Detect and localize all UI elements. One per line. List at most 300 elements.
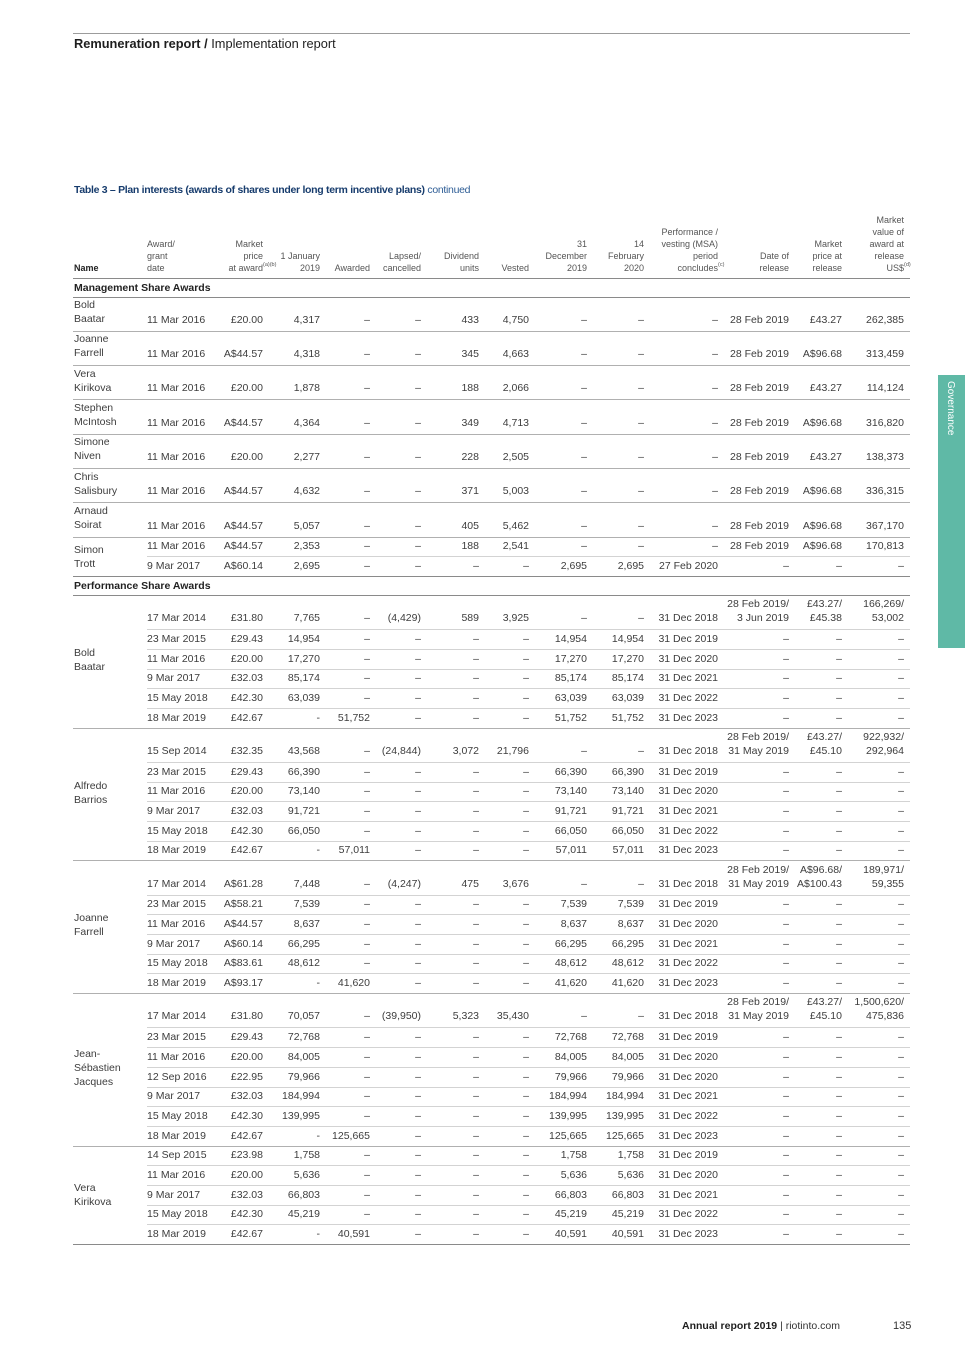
cell-balance-1-jan-2019: 5,636 <box>266 1166 323 1186</box>
table-row <box>73 994 910 1028</box>
holder-name-line: Stephen <box>74 402 114 415</box>
holder-name-line: Joanne <box>74 912 109 925</box>
column-header-line <box>207 238 263 250</box>
cell-period-concludes: – <box>647 537 721 557</box>
cell-vested: 3,676 <box>482 861 532 895</box>
table-row <box>73 366 910 400</box>
cell-balance-31-dec-2019: 66,050 <box>532 822 590 842</box>
cell-balance-14-feb-2020: – <box>590 366 647 400</box>
cell-dividend-units: – <box>424 915 482 935</box>
cell-date-of-release: – <box>721 630 792 650</box>
table-row <box>73 822 910 842</box>
cell-balance-31-dec-2019: – <box>532 537 590 557</box>
cell-balance-1-jan-2019: 91,721 <box>266 802 323 822</box>
cell-lapsed-cancelled: (39,950) <box>373 994 424 1028</box>
holder-name-line: Vera <box>74 1182 96 1195</box>
cell-balance-31-dec-2019: 79,966 <box>532 1067 590 1087</box>
cell-balance-1-jan-2019: - <box>266 1225 323 1245</box>
cell-market-value-at-release: – <box>845 709 910 729</box>
cell-dividend-units: – <box>424 935 482 955</box>
column-header-line <box>373 250 421 262</box>
column-header-text: period <box>692 250 718 261</box>
cell-balance-14-feb-2020: 17,270 <box>590 649 647 669</box>
cell-balance-31-dec-2019: – <box>532 434 590 468</box>
cell-dividend-units: – <box>424 1166 482 1186</box>
cell-awarded: – <box>323 669 373 689</box>
cell-line: 28 Feb 2019/ <box>727 863 789 876</box>
cell-award-grant-date: 11 Mar 2016 <box>147 782 207 802</box>
cell-line: 59,355 <box>871 877 904 890</box>
cell-dividend-units: – <box>424 895 482 915</box>
cell-balance-31-dec-2019: 57,011 <box>532 841 590 861</box>
cell-awarded: – <box>323 649 373 669</box>
holder-name <box>73 861 147 994</box>
cell-balance-31-dec-2019: 84,005 <box>532 1048 590 1068</box>
cell-balance-1-jan-2019: 1,878 <box>266 366 323 400</box>
cell-balance-14-feb-2020: – <box>590 468 647 502</box>
table-row <box>73 669 910 689</box>
cell-awarded: 51,752 <box>323 709 373 729</box>
table-row <box>73 1166 910 1186</box>
cell-market-value-at-release: – <box>845 1185 910 1205</box>
cell-balance-14-feb-2020: – <box>590 728 647 762</box>
cell-dividend-units: – <box>424 822 482 842</box>
cell-market-price-at-award: £42.30 <box>207 822 266 842</box>
cell-award-grant-date: 11 Mar 2016 <box>147 1048 207 1068</box>
cell-period-concludes: 31 Dec 2018 <box>647 994 721 1028</box>
holder-name-line: Trott <box>74 557 96 570</box>
cell-balance-31-dec-2019: 8,637 <box>532 915 590 935</box>
cell-date-of-release: – <box>721 1107 792 1127</box>
cell-period-concludes: 31 Dec 2021 <box>647 669 721 689</box>
holder-name <box>73 1146 147 1244</box>
cell-dividend-units: – <box>424 802 482 822</box>
table-row <box>73 1107 910 1127</box>
column-header-market-price-at-release <box>792 213 845 278</box>
cell-balance-31-dec-2019: 63,039 <box>532 689 590 709</box>
cell-market-price-at-award: A$44.57 <box>207 503 266 537</box>
cell-market-price-at-release: – <box>792 935 845 955</box>
cell-market-value-at-release: – <box>845 935 910 955</box>
holder-name <box>73 468 147 502</box>
cell-balance-1-jan-2019: 85,174 <box>266 669 323 689</box>
table-row <box>73 537 910 557</box>
cell-market-price-at-award: A$58.21 <box>207 895 266 915</box>
column-header-lapsed-cancelled <box>373 213 424 278</box>
cell-market-price-at-award: £20.00 <box>207 1048 266 1068</box>
cell-lapsed-cancelled: – <box>373 1225 424 1245</box>
cell-lapsed-cancelled: – <box>373 1146 424 1166</box>
cell-line: A$100.43 <box>797 877 842 890</box>
holder-name <box>73 537 147 576</box>
cell-balance-1-jan-2019: 48,612 <box>266 954 323 974</box>
cell-balance-1-jan-2019: 7,539 <box>266 895 323 915</box>
column-header-text: cancelled <box>382 262 421 273</box>
column-header-name <box>73 213 147 278</box>
cell-date-of-release: – <box>721 915 792 935</box>
cell-balance-31-dec-2019: – <box>532 297 590 331</box>
cell-market-price-at-release: – <box>792 802 845 822</box>
cell-balance-1-jan-2019: 66,050 <box>266 822 323 842</box>
holder-name <box>73 366 147 400</box>
cell-period-concludes: 31 Dec 2022 <box>647 822 721 842</box>
column-header-line <box>424 250 479 262</box>
cell-market-price-at-award: £20.00 <box>207 782 266 802</box>
cell-awarded: – <box>323 1028 373 1048</box>
cell-date-of-release: – <box>721 1166 792 1186</box>
cell-award-grant-date: 15 Sep 2014 <box>147 728 207 762</box>
cell-awarded: – <box>323 366 373 400</box>
cell-market-price-at-award: A$93.17 <box>207 974 266 994</box>
cell-market-price-at-award: £20.00 <box>207 366 266 400</box>
holder-name <box>73 994 147 1146</box>
cell-line: 475,836 <box>866 1010 904 1023</box>
cell-date-of-release: 28 Feb 2019 <box>721 434 792 468</box>
column-header-text: US$ <box>886 262 904 273</box>
cell-award-grant-date: 9 Mar 2017 <box>147 669 207 689</box>
side-tab <box>938 375 965 648</box>
cell-balance-14-feb-2020: 2,695 <box>590 557 647 577</box>
column-header-line <box>147 262 204 274</box>
column-header-line <box>845 250 904 262</box>
cell-award-grant-date: 18 Mar 2019 <box>147 1126 207 1146</box>
cell-awarded: – <box>323 331 373 365</box>
cell-market-value-at-release: – <box>845 782 910 802</box>
column-header-balance-14-feb-2020 <box>590 213 647 278</box>
column-header-line: US$(d) <box>886 261 911 273</box>
cell-period-concludes: 31 Dec 2019 <box>647 1146 721 1166</box>
cell-award-grant-date: 18 Mar 2019 <box>147 709 207 729</box>
cell-market-price-at-release: – <box>792 557 845 577</box>
cell-market-value-at-release: – <box>845 802 910 822</box>
holder-name-line: Simon <box>74 543 104 556</box>
page-number: 135 <box>893 1320 912 1332</box>
cell-balance-1-jan-2019: 7,448 <box>266 861 323 895</box>
cell-balance-31-dec-2019: – <box>532 595 590 629</box>
cell-balance-1-jan-2019: 1,758 <box>266 1146 323 1166</box>
table-row <box>73 861 910 895</box>
cell-line: 28 Feb 2019/ <box>727 730 789 743</box>
cell-balance-1-jan-2019: 139,995 <box>266 1107 323 1127</box>
cell-award-grant-date: 11 Mar 2016 <box>147 503 207 537</box>
cell-balance-1-jan-2019: 45,219 <box>266 1205 323 1225</box>
cell-market-price-at-award: £32.03 <box>207 1087 266 1107</box>
cell-market-price-at-release: – <box>792 630 845 650</box>
cell-balance-31-dec-2019: – <box>532 331 590 365</box>
cell-balance-1-jan-2019: 66,803 <box>266 1185 323 1205</box>
column-header-text: Lapsed/ <box>388 250 421 261</box>
cell-date-of-release: 28 Feb 2019 <box>721 468 792 502</box>
column-header-text: value of <box>872 226 904 237</box>
cell-line: 292,964 <box>866 744 904 757</box>
table-row <box>73 895 910 915</box>
cell-period-concludes: 31 Dec 2023 <box>647 1126 721 1146</box>
cell-vested: 2,505 <box>482 434 532 468</box>
cell-vested: – <box>482 762 532 782</box>
cell-balance-14-feb-2020: 5,636 <box>590 1166 647 1186</box>
cell-period-concludes: 31 Dec 2020 <box>647 1067 721 1087</box>
cell-vested: – <box>482 782 532 802</box>
cell-market-price-at-award: £22.95 <box>207 1067 266 1087</box>
cell-balance-14-feb-2020: 48,612 <box>590 954 647 974</box>
cell-balance-14-feb-2020: – <box>590 861 647 895</box>
cell-awarded: – <box>323 915 373 935</box>
cell-awarded: – <box>323 1185 373 1205</box>
column-header-line <box>792 262 842 274</box>
cell-dividend-units: – <box>424 782 482 802</box>
table-row <box>73 935 910 955</box>
cell-market-price-at-release: £43.27 <box>792 366 845 400</box>
holder-name-line: Soirat <box>74 518 102 531</box>
cell-market-value-at-release: – <box>845 822 910 842</box>
cell-dividend-units: 228 <box>424 434 482 468</box>
holder-name-line: Chris <box>74 470 99 483</box>
cell-date-of-release: 28 Feb 2019 <box>721 331 792 365</box>
column-header-line <box>792 250 842 262</box>
cell-period-concludes: 31 Dec 2019 <box>647 762 721 782</box>
cell-balance-31-dec-2019: 66,295 <box>532 935 590 955</box>
cell-market-value-at-release: – <box>845 1048 910 1068</box>
cell-vested: – <box>482 1205 532 1225</box>
cell-market-price-at-award: £42.67 <box>207 841 266 861</box>
cell-balance-31-dec-2019: 73,140 <box>532 782 590 802</box>
cell-lapsed-cancelled: – <box>373 974 424 994</box>
cell-balance-31-dec-2019: – <box>532 503 590 537</box>
cell-date-of-release: 28 Feb 2019 <box>721 537 792 557</box>
cell-market-price-at-award: £31.80 <box>207 595 266 629</box>
cell-market-price-at-award: £42.30 <box>207 1107 266 1127</box>
table-row <box>73 728 910 762</box>
cell-awarded: – <box>323 557 373 577</box>
table-row <box>73 557 910 577</box>
cell-dividend-units: – <box>424 974 482 994</box>
cell-market-price-at-release: – <box>792 841 845 861</box>
column-header-line <box>424 262 479 274</box>
column-header-line <box>845 226 904 238</box>
cell-balance-14-feb-2020: 51,752 <box>590 709 647 729</box>
cell-dividend-units: – <box>424 762 482 782</box>
cell-awarded: – <box>323 297 373 331</box>
cell-balance-31-dec-2019: 91,721 <box>532 802 590 822</box>
cell-vested: – <box>482 802 532 822</box>
cell-award-grant-date: 11 Mar 2016 <box>147 366 207 400</box>
running-head-section: Remuneration report / <box>74 36 208 51</box>
cell-balance-31-dec-2019: – <box>532 400 590 434</box>
cell-market-price-at-release <box>792 728 845 762</box>
cell-date-of-release: – <box>721 689 792 709</box>
column-header-text: Date of <box>759 250 789 261</box>
cell-period-concludes: – <box>647 503 721 537</box>
cell-market-price-at-release: – <box>792 1087 845 1107</box>
cell-market-price-at-release: £43.27 <box>792 297 845 331</box>
cell-date-of-release: – <box>721 895 792 915</box>
cell-awarded: – <box>323 762 373 782</box>
cell-period-concludes: 31 Dec 2020 <box>647 1166 721 1186</box>
table-row <box>73 802 910 822</box>
cell-vested: – <box>482 1028 532 1048</box>
cell-period-concludes: 31 Dec 2022 <box>647 1205 721 1225</box>
plan-interests-table <box>73 213 910 1245</box>
cell-dividend-units: – <box>424 669 482 689</box>
cell-date-of-release: – <box>721 649 792 669</box>
cell-dividend-units: 371 <box>424 468 482 502</box>
cell-market-price-at-award: A$60.14 <box>207 557 266 577</box>
cell-balance-14-feb-2020: 84,005 <box>590 1048 647 1068</box>
cell-award-grant-date: 18 Mar 2019 <box>147 841 207 861</box>
cell-market-price-at-award: A$44.57 <box>207 468 266 502</box>
cell-line: £45.10 <box>809 1010 842 1023</box>
cell-market-price-at-release: – <box>792 782 845 802</box>
cell-award-grant-date: 9 Mar 2017 <box>147 1087 207 1107</box>
cell-lapsed-cancelled: – <box>373 822 424 842</box>
column-header-line <box>721 250 789 262</box>
cell-awarded: – <box>323 782 373 802</box>
cell-date-of-release: – <box>721 1067 792 1087</box>
cell-dividend-units: 345 <box>424 331 482 365</box>
cell-balance-1-jan-2019: - <box>266 709 323 729</box>
cell-lapsed-cancelled: – <box>373 1185 424 1205</box>
cell-lapsed-cancelled: – <box>373 434 424 468</box>
cell-award-grant-date: 14 Sep 2015 <box>147 1146 207 1166</box>
cell-lapsed-cancelled: – <box>373 802 424 822</box>
cell-balance-1-jan-2019: 4,318 <box>266 331 323 365</box>
cell-market-value-at-release: – <box>845 895 910 915</box>
cell-dividend-units: 188 <box>424 366 482 400</box>
holder-name <box>73 297 147 331</box>
side-tab-label: Governance <box>945 381 956 436</box>
cell-dividend-units: 475 <box>424 861 482 895</box>
cell-market-price-at-award: £32.03 <box>207 669 266 689</box>
cell-lapsed-cancelled: – <box>373 782 424 802</box>
column-header-balance-31-dec-2019 <box>532 213 590 278</box>
holder-name-line: Jacques <box>74 1075 114 1088</box>
cell-date-of-release: – <box>721 841 792 861</box>
footer <box>682 1319 840 1333</box>
cell-balance-1-jan-2019: - <box>266 841 323 861</box>
cell-awarded: – <box>323 503 373 537</box>
cell-market-value-at-release: 138,373 <box>845 434 910 468</box>
column-header-text: 1 January <box>280 250 320 261</box>
cell-awarded: – <box>323 822 373 842</box>
holder-name-line: Joanne <box>74 333 109 346</box>
cell-balance-14-feb-2020: 184,994 <box>590 1087 647 1107</box>
cell-market-price-at-release: – <box>792 822 845 842</box>
column-header-line <box>590 262 644 274</box>
cell-market-value-at-release: – <box>845 1107 910 1127</box>
table-row <box>73 841 910 861</box>
cell-vested: – <box>482 557 532 577</box>
cell-award-grant-date: 17 Mar 2014 <box>147 994 207 1028</box>
cell-period-concludes: – <box>647 434 721 468</box>
cell-period-concludes: 31 Dec 2022 <box>647 1107 721 1127</box>
cell-market-value-at-release: – <box>845 974 910 994</box>
column-header-text: 2019 <box>566 262 587 273</box>
cell-award-grant-date: 9 Mar 2017 <box>147 557 207 577</box>
cell-market-price-at-release: – <box>792 649 845 669</box>
column-header-line <box>74 262 144 274</box>
holder-name-line: Baatar <box>74 313 105 326</box>
cell-period-concludes: 31 Dec 2018 <box>647 728 721 762</box>
column-header-line <box>792 238 842 250</box>
cell-market-price-at-release: – <box>792 895 845 915</box>
table-row <box>73 297 910 331</box>
column-header-text: Award/ <box>147 238 175 249</box>
cell-market-price-at-award: £20.00 <box>207 297 266 331</box>
cell-lapsed-cancelled: – <box>373 1067 424 1087</box>
cell-period-concludes: 31 Dec 2022 <box>647 689 721 709</box>
cell-dividend-units: – <box>424 1185 482 1205</box>
column-header-text: Awarded <box>334 262 370 273</box>
cell-date-of-release <box>721 595 792 629</box>
holder-name-line: Niven <box>74 450 101 463</box>
cell-line: £43.27/ <box>806 730 842 743</box>
cell-balance-31-dec-2019: 17,270 <box>532 649 590 669</box>
cell-period-concludes: 27 Feb 2020 <box>647 557 721 577</box>
column-header-row <box>73 213 910 278</box>
cell-balance-1-jan-2019: 84,005 <box>266 1048 323 1068</box>
table-row <box>73 689 910 709</box>
cell-lapsed-cancelled: – <box>373 1166 424 1186</box>
cell-balance-14-feb-2020: – <box>590 297 647 331</box>
column-header-text: at award <box>228 262 263 273</box>
cell-period-concludes: 31 Dec 2020 <box>647 649 721 669</box>
cell-market-value-at-release: 114,124 <box>845 366 910 400</box>
cell-balance-1-jan-2019: 4,364 <box>266 400 323 434</box>
cell-dividend-units: – <box>424 1126 482 1146</box>
cell-vested: – <box>482 649 532 669</box>
cell-balance-1-jan-2019: 70,057 <box>266 994 323 1028</box>
column-header-market-value-at-release <box>845 213 910 278</box>
column-header-line <box>482 262 529 274</box>
footer-report-title: Annual report 2019 <box>682 1320 778 1332</box>
cell-lapsed-cancelled: – <box>373 1205 424 1225</box>
cell-lapsed-cancelled: – <box>373 557 424 577</box>
table-row <box>73 1205 910 1225</box>
cell-market-price-at-award: A$83.61 <box>207 954 266 974</box>
cell-balance-1-jan-2019: 66,295 <box>266 935 323 955</box>
top-rule <box>73 33 910 34</box>
cell-period-concludes: – <box>647 468 721 502</box>
column-header-awarded <box>323 213 373 278</box>
cell-balance-14-feb-2020: – <box>590 400 647 434</box>
cell-lapsed-cancelled: – <box>373 935 424 955</box>
table-row <box>73 595 910 629</box>
cell-awarded: – <box>323 630 373 650</box>
cell-line: 28 Feb 2019/ <box>727 598 789 611</box>
column-header-line <box>647 250 718 262</box>
cell-lapsed-cancelled: – <box>373 331 424 365</box>
column-header-vested <box>482 213 532 278</box>
table-row <box>73 1185 910 1205</box>
cell-awarded: 57,011 <box>323 841 373 861</box>
cell-period-concludes: – <box>647 400 721 434</box>
cell-period-concludes: 31 Dec 2023 <box>647 841 721 861</box>
cell-balance-1-jan-2019: 14,954 <box>266 630 323 650</box>
cell-vested: 5,003 <box>482 468 532 502</box>
cell-dividend-units: 433 <box>424 297 482 331</box>
holder-name <box>73 728 147 861</box>
cell-awarded: – <box>323 994 373 1028</box>
cell-market-price-at-award: A$44.57 <box>207 400 266 434</box>
cell-vested: 2,541 <box>482 537 532 557</box>
cell-vested: 4,663 <box>482 331 532 365</box>
cell-market-price-at-award: £42.67 <box>207 709 266 729</box>
holder-name-line: Bold <box>74 646 96 659</box>
cell-balance-14-feb-2020: 91,721 <box>590 802 647 822</box>
cell-date-of-release <box>721 728 792 762</box>
cell-vested: 5,462 <box>482 503 532 537</box>
table-row <box>73 649 910 669</box>
